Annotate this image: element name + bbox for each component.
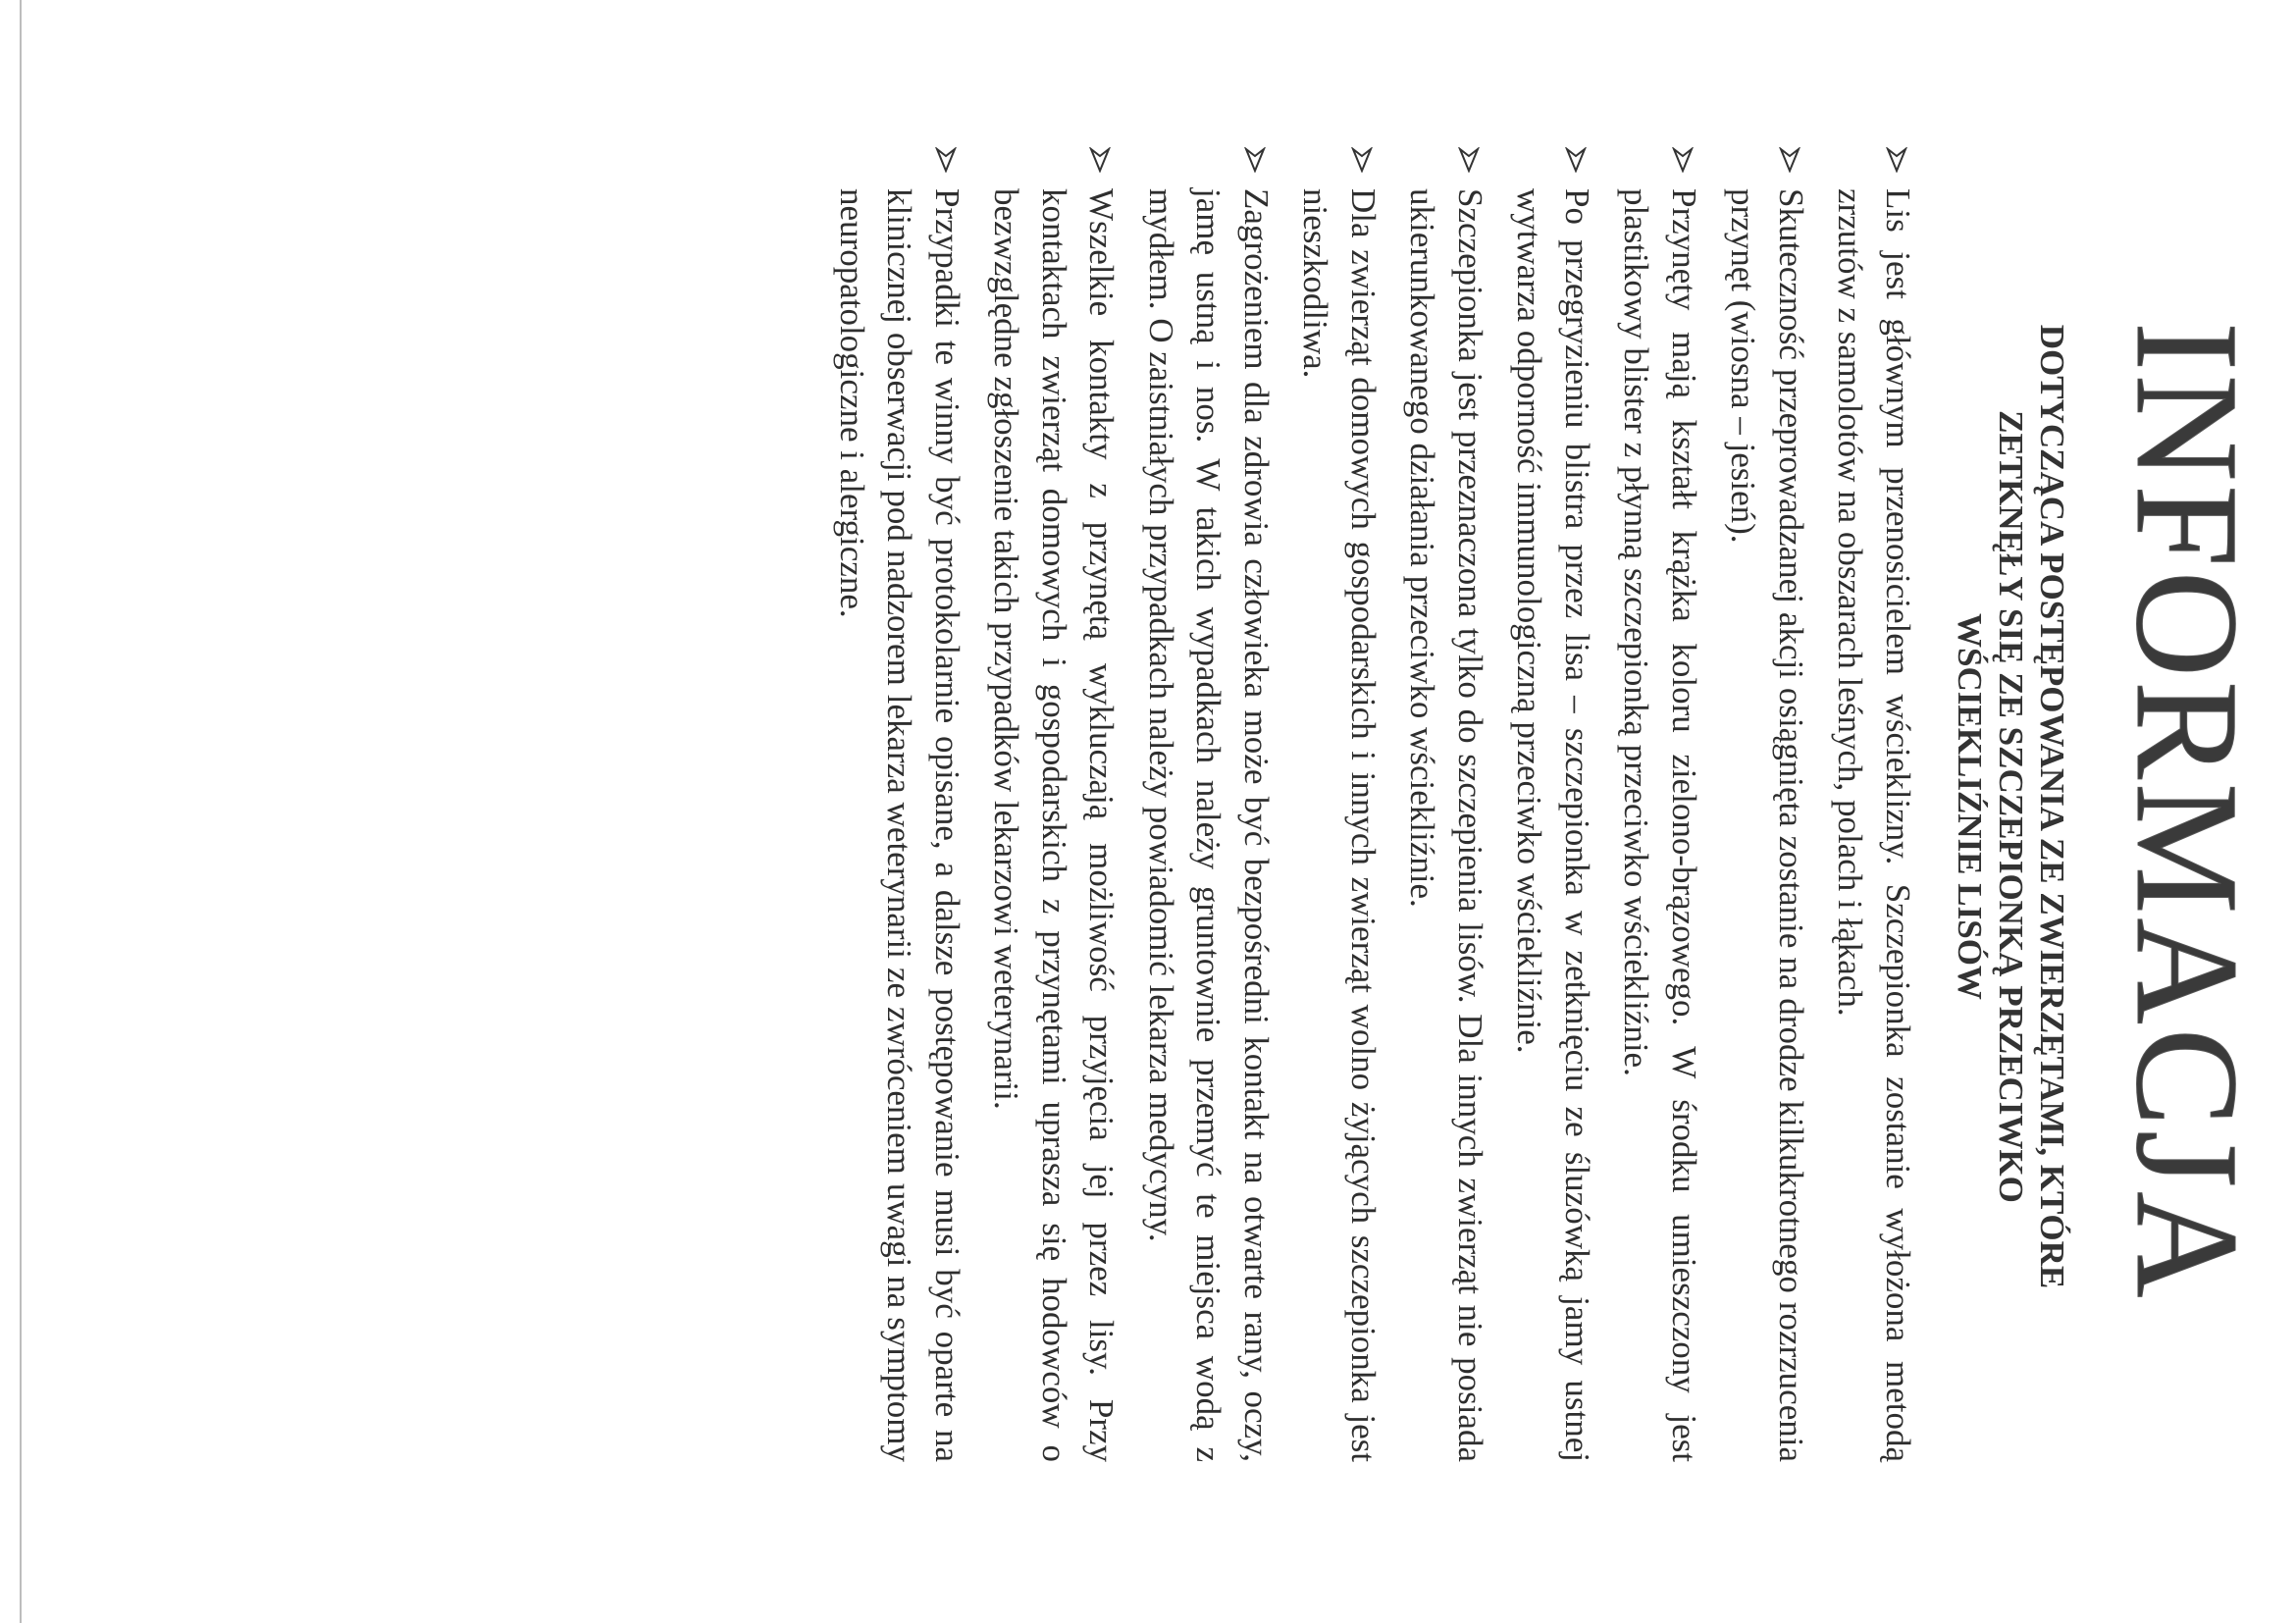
document-subtitle [1949, 306, 2072, 1307]
list-item [1719, 147, 1814, 1462]
arrowhead-bullet-icon [933, 147, 959, 173]
list-item-text: Dla zwierząt domowych gospodarskich i innych zwierząt wolno żyjących szczepionka jest nieszkodliwa. [1296, 188, 1383, 1462]
list-item [1398, 147, 1493, 1462]
arrowhead-bullet-icon [1349, 147, 1375, 173]
list-item-text: Wszelkie kontakty z przynętą wykluczają możliwość przyjęcia jej przez lisy. Przy kontaktach zwierząt domowych i gospodarskich z przynętami uprasza się hodowców o bezwzględne zgłoszenie takich przypadków lekarzowi weterynarii. [987, 188, 1122, 1462]
arrowhead-bullet-icon [1563, 147, 1589, 173]
bullet-list [816, 147, 1922, 1462]
list-item-text: Szczepionka jest przeznaczona tylko do szczepienia lisów. Dla innych zwierząt nie posiada ukierunkowanego działania przeciwko wściekliźnie. [1403, 188, 1489, 1462]
list-item [1137, 147, 1280, 1462]
list-item [828, 147, 971, 1462]
list-item-text: Skuteczność przeprowadzanej akcji osiągnięta zostanie na drodze kilkukrotnego rozrzucenia przynęt (wiosna – jesień). [1724, 188, 1810, 1462]
document-title: INFORMACJA [2106, 322, 2269, 1302]
list-item [1291, 147, 1386, 1462]
list-item [982, 147, 1125, 1462]
arrowhead-bullet-icon [1456, 147, 1482, 173]
arrowhead-bullet-icon [1777, 147, 1802, 173]
arrowhead-bullet-icon [1242, 147, 1268, 173]
subtitle-line: ZETKNĘŁY SIĘ ZE SZCZEPIONKĄ PRZECIWKO [1992, 410, 2030, 1203]
list-item-text: Zagrożeniem dla zdrowia człowieka może być bezpośredni kontakt na otwarte rany, oczy, jamę ustną i nos. W takich wypadkach należy gruntownie przemyć te miejsca wodą z mydłem. O zaistniałych przypadkach należy powiadomić lekarza medycyny. [1142, 188, 1276, 1462]
arrowhead-bullet-icon [1884, 147, 1909, 173]
list-item [1612, 147, 1707, 1462]
subtitle-line: WŚCIEKLIŹNIE LISÓW [1951, 613, 1989, 1000]
list-item-text: Lis jest głównym przenosicielem wścieklizny. Szczepionka zostanie wyłożona metodą zrzutów z samolotów na obszarach leśnych, polach i łąkach. [1831, 188, 1917, 1462]
list-item-text: Po przegryzieniu blistra przez lisa – szczepionka w zetknięciu ze śluzówką jamy ustnej wytwarza odporność immunologiczną przeciwko wściekliźnie. [1510, 188, 1596, 1462]
page-edge-rule [20, 0, 22, 1623]
list-item [1505, 147, 1600, 1462]
arrowhead-bullet-icon [1088, 147, 1114, 173]
list-item-text: Przynęty mają kształt krążka koloru zielono-brązowego. W środku umieszczony jest plastikowy blister z płynną szczepionką przeciwko wściekliźnie. [1617, 188, 1703, 1462]
list-item [1826, 147, 1921, 1462]
subtitle-line: DOTYCZĄCA POSTĘPOWANIA ZE ZWIERZĘTAMI, KTÓRE [2033, 324, 2071, 1289]
list-item-text: Przypadki te winny być protokolarnie opisane, a dalsze postępowanie musi być oparte na klinicznej obserwacji pod nadzorem lekarza weterynarii ze zwróceniem uwagi na symptomy neuropatologiczne i alergiczne. [833, 188, 966, 1462]
arrowhead-bullet-icon [1670, 147, 1696, 173]
